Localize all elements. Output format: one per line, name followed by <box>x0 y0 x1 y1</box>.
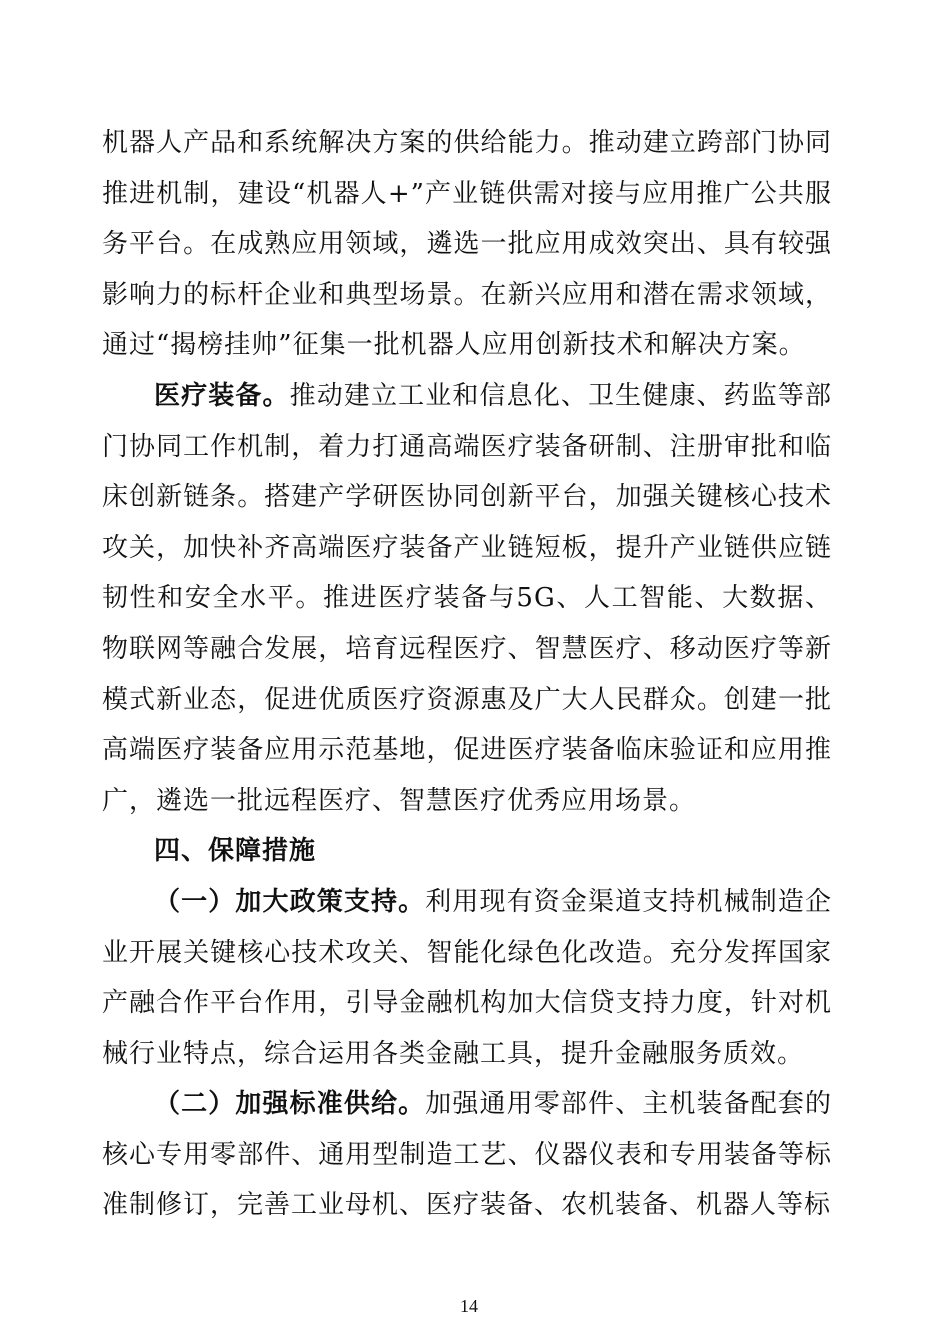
paragraph-medical-equipment <box>102 371 832 826</box>
page-number: 14 <box>460 1296 478 1316</box>
paragraph-text: 推动建立工业和信息化、卫生健康、药监等部门协同工作机制，着力打通高端医疗装备研制、注册审批和临床创新链条。搭建产学研医协同创新平台，加强关键核心技术攻关，加快补齐高端医疗装备产业链短板，提升产业链供应链韧性和安全水平。推进医疗装备与5G、人工智能、大数据、物联网等融合发展，培育远程医疗、智慧医疗、移动医疗等新模式新业态，促进优质医疗资源惠及广大人民群众。创建一批高端医疗装备应用示范基地，促进医疗装备临床验证和应用推广，遴选一批远程医疗、智慧医疗优秀应用场景。 <box>102 380 832 816</box>
section-heading <box>102 826 832 877</box>
paragraph-lead: （一）加大政策支持。 <box>154 886 426 917</box>
paragraph-lead: 医疗装备。 <box>154 380 290 411</box>
paragraph-text: 加强通用零部件、主机装备配套的核心专用零部件、通用型制造工艺、仪器仪表和专用装备等标准制修订，完善工业母机、医疗装备、农机装备、机器人等标 <box>102 1089 832 1221</box>
paragraph-text: 机器人产品和系统解决方案的供给能力。推动建立跨部门协同推进机制，建设“机器人+”产业链供需对接与应用推广公共服务平台。在成熟应用领域，遴选一批应用成效突出、具有较强影响力的标杆企业和典型场景。在新兴应用和潜在需求领域，通过“揭榜挂帅”征集一批机器人应用创新技术和解决方案。 <box>102 128 832 361</box>
body-text <box>102 118 832 1231</box>
paragraph-robot-continued <box>102 118 832 371</box>
paragraph-lead: （二）加强标准供给。 <box>154 1089 426 1120</box>
heading-text: 四、保障措施 <box>154 836 317 867</box>
paragraph-policy-support <box>102 877 832 1079</box>
paragraph-standard-supply <box>102 1079 832 1231</box>
paragraph-text: 利用现有资金渠道支持机械制造企业开展关键核心技术攻关、智能化绿色化改造。充分发挥国家产融合作平台作用，引导金融机构加大信贷支持力度，针对机械行业特点，综合运用各类金融工具，提升金融服务质效。 <box>102 886 832 1069</box>
